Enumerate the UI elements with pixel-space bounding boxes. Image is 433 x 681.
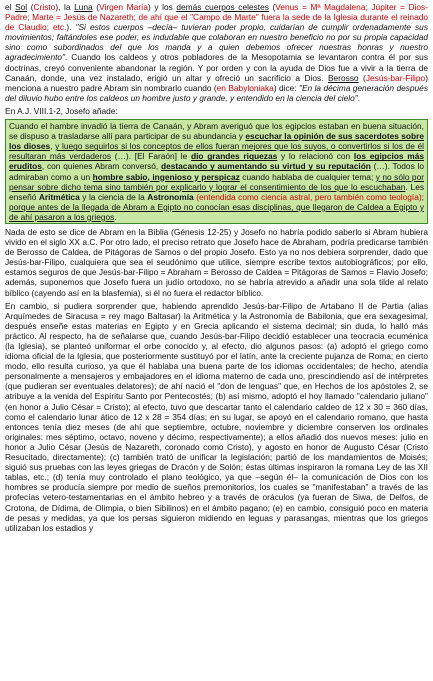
quotation-box [5, 119, 428, 224]
text-run: Astronomía [147, 191, 194, 202]
text-run: en Babyloniaka [216, 82, 274, 93]
text-run: . Cuando los caldeos y otros pobladores de la Mesopotamia se levantaron contra él por sus doctrinas, creyó conveniente abandonar la región. Y por orden y con la ayuda de Dios fue a vivir a la tierra de Canaán, donde, una vez instalado, erigió un altar y ofreció un sacrificio a Dios. [5, 52, 428, 83]
source-reference: En A.J. VIII.1-2, Josefo añade: [5, 105, 118, 116]
argument-paragraph: En cambio, si pudiera sorprender que, habiendo aprendido Jesús-bar-Filipo de Artabano II de Partia (alias Arquímedes de Siracusa = rey mago Baltasar) la Aritmética y la Astronomía de Babilonia, que era sexagesimal, después enseñe estas materias en Egipto y en Grecia aplicando el sistema decimal; sin duda, lo halló más práctico. Al respecto, ha de señalarse que, cuando Jesús-bar-Filipo decidió establecer una teocracia ecuménica (la Iglesia), se planteó uniformar el orbe conocido y, al efecto, dio algunos pasos: (a) adoptó el griego como idioma oficial de la Iglesia, que posteriormente sustituyó por el latín, ante la creciente pujanza de Roma; en cierto modo, ello resulta curioso, ya que él hablaba una buena parte de los idiomas occidentales; de hecho, atendía personalmente a mensajeros y embajadores en el idioma materno de cada uno, prescindiendo así de intérpretes (que pudieran ser eventuales delatores); de ahí nació el "don de lenguas" que, en Hechos de los apóstoles 2, se atribuye a la venida del Espíritu Santo por Pentecostés; (b) así mismo, adoptó el hoy llamado "calendario juliano" (en honor a Julio César = Cristo); al efecto, tuvo que descartar tanto el calendario caldeo de 12 x 30 = 360 días, como el calendario lunar ático de 12 x 28 = 354 días; en su lugar, se apoyó en el calendario romano, que hasta entonces tenía diez meses (de ahí que septiembre, octubre, noviembre y diciembre conserven los ordinales originales: mes séptimo, octavo, noveno y décimo, respectivamente); a ellos añadió dos nuevos meses: julio en honor a Julio César (Jesús de Nazareth, coronado como Cristo), y agosto en honor de Augusto César (Cristo Resucitado, directamente); (c) también trató de unificar la legislación; partió de los mandamientos de Moisés; siguió sus pruebas con las leyes griegas de Dracón y de Solón; éstas últimas inspiraron la romana Ley de las XII tablas, etc.; (d) tenía muy controlado el plano teológico, ya que –según él– la comunicación de Dios con los hombres se producía siempre por medio de sueños premonitorios, los cuales se "manifestaban" a través de las profecías vetero-testamentarias en el ámbito hebreo y a través de oráculos (ya fueran de Siwa, de Delfos, de Crotona, de Dídima, de Olimpia, o bien Sibilinos) en el ámbito pagano; (e) en cambio, consiguió poco en materia de pesas y medidas, ya que los persas siguieron midiendo en leguas y parasangas, mientras que los griegos utilizaban los estadios y [5, 300, 428, 533]
text-run: . Les enseñó [9, 181, 425, 202]
text-run: Sol [15, 2, 28, 12]
text-run: (entendida como ciencia astral, pero también como teología) [196, 191, 422, 202]
text-run: ( [358, 72, 366, 83]
text-run: y luego seguirlos si los conceptos de ellos fueran mejores que los suyos, o convertirlos si los de él resultaran más verdaderos [9, 141, 424, 162]
text-run: Luna [74, 2, 93, 12]
text-run: Jesús-bar-Filipo [365, 72, 426, 83]
text-run: Cristo [33, 2, 56, 12]
text-run: "En la décima generación después del diluvio hubo entre los caldeos un hombre justo y grande, y entendido en la ciencia del cielo" [5, 82, 428, 103]
text-run: los egipcios más eruditos [9, 151, 424, 172]
text-run: ; [421, 191, 424, 202]
text-run: cuando hablaba de cualquier tema; [239, 171, 376, 182]
text-run: el [5, 2, 16, 12]
text-run: Aritmética [38, 191, 80, 202]
text-run: y lo relacionó con [277, 151, 354, 162]
text-run: (…). [El Faraón] le [111, 151, 191, 162]
text-run: Virgen María [99, 2, 148, 12]
text-run: y la ciencia de la [79, 191, 148, 202]
text-run: ( [92, 2, 100, 12]
text-run: escuchar la opinión de sus sacerdotes sobre los dioses [9, 131, 424, 152]
text-run: ) y los [147, 2, 177, 12]
text-run: ) menciona a nuestro padre Abram sin nombrarlo cuando ( [5, 72, 428, 93]
text-run: . [114, 211, 117, 222]
text-run: ( [27, 2, 34, 12]
text-run: , con quienes Abram conversó, [41, 161, 162, 172]
quotation-text [9, 121, 424, 222]
text-run: ), la [55, 2, 75, 12]
analysis-paragraph: Nada de esto se dice de Abram en la Biblia (Génesis 12-25) y Josefo no habría podido saberlo si Abram hubiera vivido en el siglo XX a.C. Por otro lado, el preciso retrato que Josefo hace de Abraham, podría predicarse también de Berosso de Caldea, de Pitágoras de Samos o del propio Josefo. Esto ya no nos debiera sorprender, dado que Jesús-bar-Filipo, cualquiera que sea el seudónimo que utilice, siempre escribe textos autobiográficos; por ello, estamos seguros de que Jesús-bar-Filipo = Abraham = Berosso de Caldea = Pitágoras de Samos = Flavio Josefo; además, suponemos que Josefo fuera un judío ortodoxo, no se habría atrevido a añadir una sola tilde al relato bíblico (cayendo así en la blasfemia), si él no fuera el redactor bíblico. [5, 226, 428, 298]
text-run: ( [268, 2, 276, 12]
text-run: Cuando el hambre invadió la tierra de Canaán, y Abram averiguó que los egipcios estaban en buena situación, se dispuso a trasladarse allí para participar de su abundancia y [9, 121, 424, 142]
intro-paragraph [5, 2, 428, 103]
text-run: dio grandes riquezas [190, 151, 278, 162]
text-run: ) dice: [273, 82, 300, 93]
text-run: , [50, 141, 56, 152]
text-run: ). [66, 22, 76, 33]
text-run: "Si estos cuerpos –decía– tuvieran poder propio, cuidarían de cumplir ordenadamente sus movimientos; faltándoles ese poder, es indudable que colaboran en nuestro beneficio no por su propia capacidad sino como subordinados del que los manda y a quien debemos ofrecer nuestras honras y nuestro agradecimiento" [5, 22, 428, 63]
text-run: porque antes de la llegada de Abram a Egipto no conocían esas disciplinas, que llegaron de Caldea a Egipto y de ahí pasaron a los griegos [9, 201, 424, 222]
text-run: destacando y aumentando su virtud y su reputación [161, 161, 371, 172]
text-run: Berosso [327, 72, 359, 83]
text-run: Venus = Mª Magdalena; Júpiter = Dios-Padre; Marte = Jesús de Nazareth; de ahí que el "Campo de Marte" fuera la sede de la Iglesia durante el reinado de Claudio; etc. [5, 2, 428, 33]
text-run: . [357, 92, 361, 103]
text-run: (…). Todos lo admiraban como a un [9, 161, 424, 182]
text-run: y no sólo por pensar sobre dicho tema sino también por explicarlo y lograr el consentimiento de los que lo escuchaban [9, 171, 424, 192]
text-run: demás cuerpos celestes [176, 2, 269, 12]
text-run: hombre sabio, ingenioso y perspicaz [92, 171, 240, 182]
